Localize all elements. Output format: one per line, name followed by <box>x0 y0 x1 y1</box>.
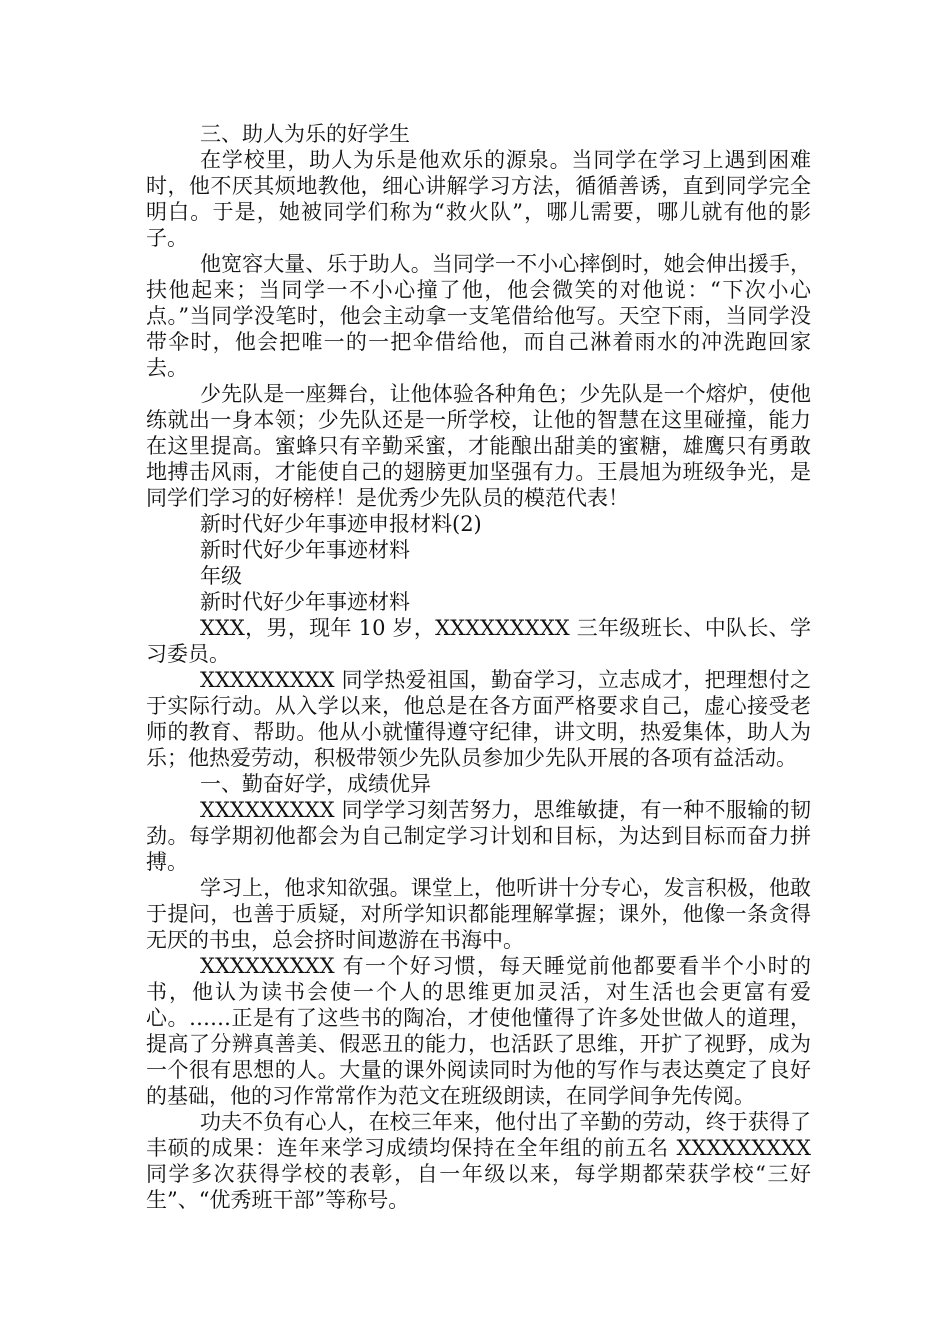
document-subtitle: 新时代好少年事迹材料 <box>200 590 410 614</box>
document-body <box>146 121 811 1213</box>
document-subtitle: 新时代好少年事迹材料 <box>200 538 410 562</box>
paragraph: XXXXXXXXX 同学学习刻苦努力，思维敏捷，有一种不服输的韧劲。每学期初他都会为自己制定学习计划和目标，为达到目标而奋力拼搏。 <box>146 798 811 874</box>
paragraph: 功夫不负有心人，在校三年来，他付出了辛勤的劳动，终于获得了丰硕的成果：连年来学习成绩均保持在全年组的前五名 XXXXXXXXX 同学多次获得学校的表彰，自一年级以来，每学期都荣获学校“三好生”、“优秀班干部”等称号。 <box>146 1110 811 1212</box>
document-subtitle: 新时代好少年事迹申报材料(2) <box>200 512 482 536</box>
paragraph: XXXXXXXXX 同学热爱祖国，勤奋学习，立志成才，把理想付之于实际行动。从入学以来，他总是在各方面严格要求自己，虚心接受老师的教育、帮助。他从小就懂得遵守纪律，讲文明，热爱集体，助人为乐；他热爱劳动，积极带领少先队员参加少先队开展的各项有益活动。 <box>146 668 811 770</box>
paragraph: XXXXXXXXX 有一个好习惯，每天睡觉前他都要看半个小时的书，他认为读书会使一个人的思维更加灵活，对生活也会更富有爱心。……正是有了这些书的陶冶，才使他懂得了许多处世做人的道理，提高了分辨真善美、假恶丑的能力，也活跃了思维，开扩了视野，成为一个很有思想的人。大量的课外阅读同时为他的写作与表达奠定了良好的基础，他的习作常常作为范文在班级朗读，在同学间争先传阅。 <box>146 954 811 1108</box>
section-heading: 三、助人为乐的好学生 <box>200 122 410 146</box>
paragraph: 学习上，他求知欲强。课堂上，他听讲十分专心，发言积极，他敢于提问，也善于质疑，对所学知识都能理解掌握；课外，他像一条贪得无厌的书虫，总会挤时间遨游在书海中。 <box>146 876 811 952</box>
paragraph: 在学校里，助人为乐是他欢乐的源泉。当同学在学习上遇到困难时，他不厌其烦地教他，细心讲解学习方法，循循善诱，直到同学完全明白。于是，她被同学们称为“救火队”，哪儿需要，哪儿就有他的影子。 <box>146 148 811 250</box>
paragraph: 他宽容大量、乐于助人。当同学一不小心摔倒时，她会伸出援手，扶他起来；当同学一不小心撞了他，他会微笑的对他说：“下次小心点。”当同学没笔时，他会主动拿一支笔借给他写。天空下雨，当同学没带伞时，他会把唯一的一把伞借给他，而自己淋着雨水的冲洗跑回家去。 <box>146 252 811 380</box>
section-heading: 一、勤奋好学，成绩优异 <box>200 772 431 796</box>
paragraph: XXX，男，现年 10 岁，XXXXXXXXX 三年级班长、中队长、学习委员。 <box>146 616 811 666</box>
grade-line: 年级 <box>200 564 242 588</box>
paragraph: 少先队是一座舞台，让他体验各种角色；少先队是一个熔炉，使他练就出一身本领；少先队还是一所学校，让他的智慧在这里碰撞，能力在这里提高。蜜蜂只有辛勤采蜜，才能酿出甜美的蜜糖，雄鹰只有勇敢地搏击风雨，才能使自己的翅膀更加坚强有力。王晨旭为班级争光，是同学们学习的好榜样！是优秀少先队员的模范代表！ <box>146 382 811 510</box>
